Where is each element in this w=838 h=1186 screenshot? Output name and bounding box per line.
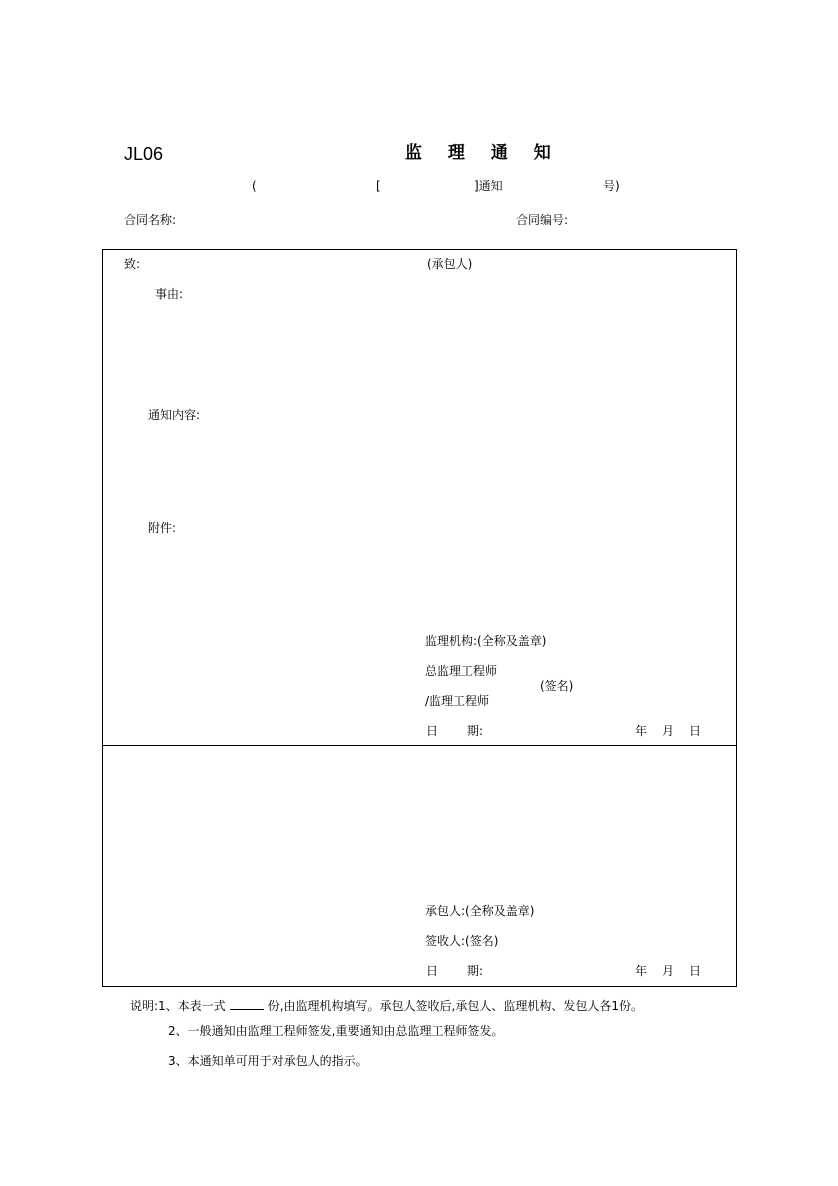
notice-form-table bbox=[102, 249, 737, 987]
date-label-qi: 期: bbox=[467, 724, 484, 738]
number-suffix: 号) bbox=[603, 179, 620, 193]
contractor-seal-label: 承包人:(全称及盖章) bbox=[425, 904, 535, 918]
year-label-2: 年 bbox=[635, 964, 648, 978]
note-1-suffix: 份,由监理机构填写。承包人签收后,承包人、监理机构、发包人各1份。 bbox=[267, 999, 643, 1013]
note-3: 3、本通知单可用于对承包人的指示。 bbox=[168, 1054, 368, 1068]
month-label-2: 月 bbox=[662, 964, 675, 978]
month-label: 月 bbox=[662, 724, 675, 738]
contractor-placeholder: (承包人) bbox=[427, 257, 473, 271]
date-label-ri-2: 日 bbox=[426, 964, 439, 978]
paren-open: ( bbox=[252, 179, 257, 193]
page-title: 监 理 通 知 bbox=[405, 143, 561, 163]
chief-engineer-label: 总监理工程师 bbox=[425, 664, 498, 678]
day-label: 日 bbox=[689, 724, 702, 738]
notice-label: ]通知 bbox=[474, 179, 503, 193]
day-label-2: 日 bbox=[689, 964, 702, 978]
bracket-open: [ bbox=[376, 179, 381, 193]
attachment-label: 附件: bbox=[148, 521, 177, 535]
signature-label: (签名) bbox=[540, 679, 574, 693]
contract-no-label: 合同编号: bbox=[516, 213, 569, 227]
note-1-prefix: 说明:1、本表一式 bbox=[130, 999, 226, 1013]
contract-name-label: 合同名称: bbox=[124, 213, 177, 227]
supervisor-org-label: 监理机构:(全称及盖章) bbox=[425, 634, 547, 648]
year-label: 年 bbox=[635, 724, 648, 738]
note-2: 2、一般通知由监理工程师签发,重要通知由总监理工程师签发。 bbox=[168, 1024, 504, 1038]
date-label-qi-2: 期: bbox=[467, 964, 484, 978]
date-label-ri: 日 bbox=[426, 724, 439, 738]
engineer-label: /监理工程师 bbox=[425, 694, 490, 708]
reason-label: 事由: bbox=[155, 287, 184, 301]
copies-blank bbox=[230, 995, 264, 1010]
form-code: JL06 bbox=[124, 144, 164, 164]
note-1 bbox=[130, 995, 643, 1012]
section-divider bbox=[102, 745, 737, 746]
to-label: 致: bbox=[124, 257, 141, 271]
receiver-label: 签收人:(签名) bbox=[425, 934, 499, 948]
content-label: 通知内容: bbox=[148, 408, 201, 422]
